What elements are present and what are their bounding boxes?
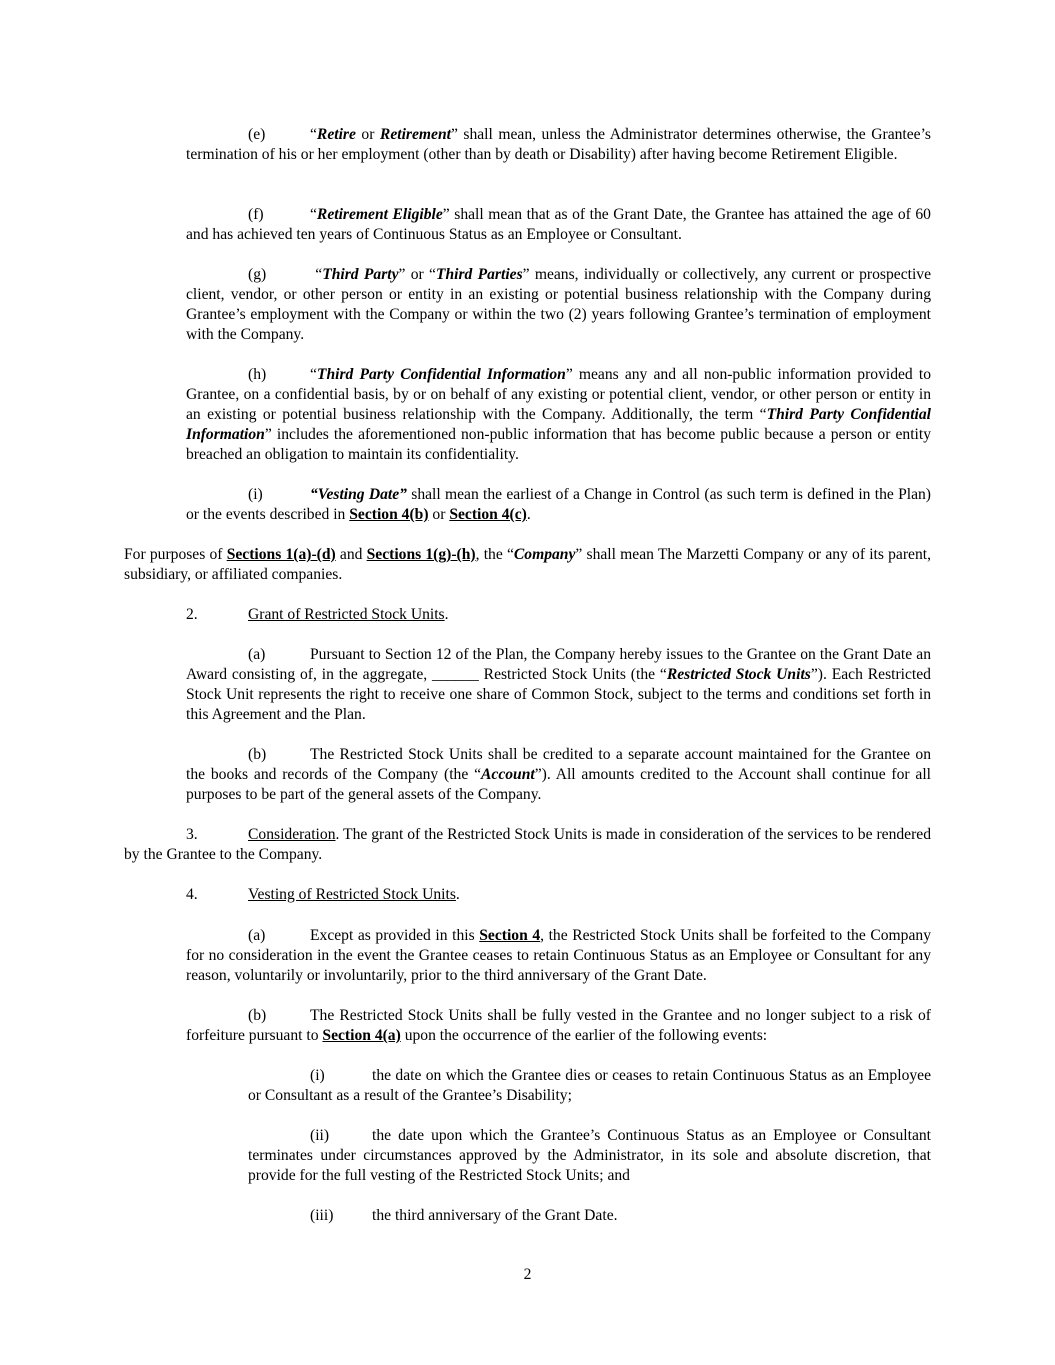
defined-term: “Vesting Date” [310,486,407,503]
section-2b: (b) The Restricted Stock Units shall be credited to a separate account maintained for the Grantee on the books and records of the Company (the “Account”). All amounts credited to the Account shall continue for all purposes to be part of the general assets of the Company. [186,746,931,803]
section-3: 3. Consideration. The grant of the Restricted Stock Units is made in consideration of the services to be rendered by the Grantee to the Company. [124,826,931,863]
section-number: 3. [186,826,198,843]
purposes-paragraph: For purposes of Sections 1(a)-(d) and Sections 1(g)-(h), the “Company” shall mean The Marzetti Company or any of its parent, subsidiary, or affiliated companies. [124,546,932,583]
section-4a: (a) Except as provided in this Section 4, the Restricted Stock Units shall be forfeited to the Company for no consideration in the event the Grantee ceases to retain Continuous Status as an Employee or Consultant for any reason, voluntarily or involuntarily, prior to the third anniversary of the Grant Date. [186,927,931,984]
definition-f: (f) “Retirement Eligible” shall mean that as of the Grant Date, the Grantee has attained the age of 60 and has achieved ten years of Continuous Status as an Employee or Consultant. [186,206,931,243]
definition-g: (g) “Third Party” or “Third Parties” means, individually or collectively, any current or prospective client, vendor, or other person or entity in an existing or potential business relationship with the Company during Grantee’s employment with the Company or within the two (2) years following Grantee’s termination of employment with the Company. [186,266,931,343]
section-number: 2. [186,606,198,623]
section-reference: Sections 1(g)-(h) [366,546,476,563]
definition-h: (h) “Third Party Confidential Information” means any and all non-public information provided to Grantee, on a confidential basis, by or on behalf of any existing or potential client, vendor, or other person or entity in an existing or potential business relationship with the Company. Additionally, the term “Third Party Confidential Information” includes the aforementioned non-public information that has become public because a person or entity breached an obligation to maintain its confidentiality. [186,366,931,463]
section-reference: Section 4(a) [322,1027,401,1044]
clause-label: (iii) [310,1207,334,1224]
clause-label: (a) [248,927,266,944]
clause-label: (i) [310,1067,325,1084]
clause-label: (ii) [310,1127,330,1144]
section-4-heading: 4. Vesting of Restricted Stock Units. [186,886,460,903]
section-number: 4. [186,886,198,903]
defined-term: Retirement [379,126,451,143]
section-4b-iii: (iii) the third anniversary of the Grant Date. [310,1207,618,1224]
defined-term: Retire [316,126,356,143]
definition-e: (e) “Retire or Retirement” shall mean, unless the Administrator determines otherwise, the Grantee’s termination of his or her employment (other than by death or Disability) after having become Retirement Eligible. [186,126,931,163]
defined-term: Restricted Stock Units [666,666,811,683]
section-reference: Section 4(c) [449,506,527,523]
section-reference: Section 4(b) [349,506,429,523]
page-number: 2 [523,1266,532,1283]
section-4b-i: (i) the date on which the Grantee dies or ceases to retain Continuous Status as an Employee or Consultant as a result of the Grantee’s Disability; [248,1067,931,1104]
clause-label: (e) [248,126,266,143]
section-2-heading: 2. Grant of Restricted Stock Units. [186,606,449,623]
clause-label: (f) [248,206,264,223]
defined-term: Third Party Confidential Information [186,406,931,443]
blank-line: ______ [432,666,479,683]
clause-label: (b) [248,1007,267,1024]
definition-i: (i) “Vesting Date” shall mean the earliest of a Change in Control (as such term is defined in the Plan) or the events described in Section 4(b) or Section 4(c). [186,486,931,523]
section-4b-ii: (ii) the date upon which the Grantee’s Continuous Status as an Employee or Consultant terminates under circumstances approved by the Administrator, in its sole and absolute discretion, that provide for the full vesting of the Restricted Stock Units; and [248,1127,931,1184]
section-title: Vesting of Restricted Stock Units [248,886,456,903]
defined-term: Third Party Confidential Information [316,366,566,383]
clause-label: (h) [248,366,267,383]
clause-label: (i) [248,486,263,503]
clause-label: (b) [248,746,267,763]
defined-term: Account [481,766,535,783]
section-2a: (a) Pursuant to Section 12 of the Plan, the Company hereby issues to the Grantee on the Grant Date an Award consisting of, in the aggregate, ______ Restricted Stock Units (the “Restricted Stock Units”). Each Restricted Stock Unit represents the right to receive one share of Common Stock, subject to the terms and conditions set forth in this Agreement and the Plan. [186,646,931,723]
section-4b: (b) The Restricted Stock Units shall be fully vested in the Grantee and no longer subject to a risk of forfeiture pursuant to Section 4(a) upon the occurrence of the earlier of the following events: [186,1007,931,1044]
section-reference: Sections 1(a)-(d) [226,546,336,563]
clause-label: (g) [248,266,267,283]
section-title: Grant of Restricted Stock Units [248,606,445,623]
defined-term: Retirement Eligible [316,206,443,223]
defined-term: Company [513,546,576,563]
section-title: Consideration [248,826,336,843]
clause-label: (a) [248,646,266,663]
defined-term: Third Parties [435,266,523,283]
section-reference: Section 4 [479,927,541,944]
defined-term: Third Party [322,266,399,283]
